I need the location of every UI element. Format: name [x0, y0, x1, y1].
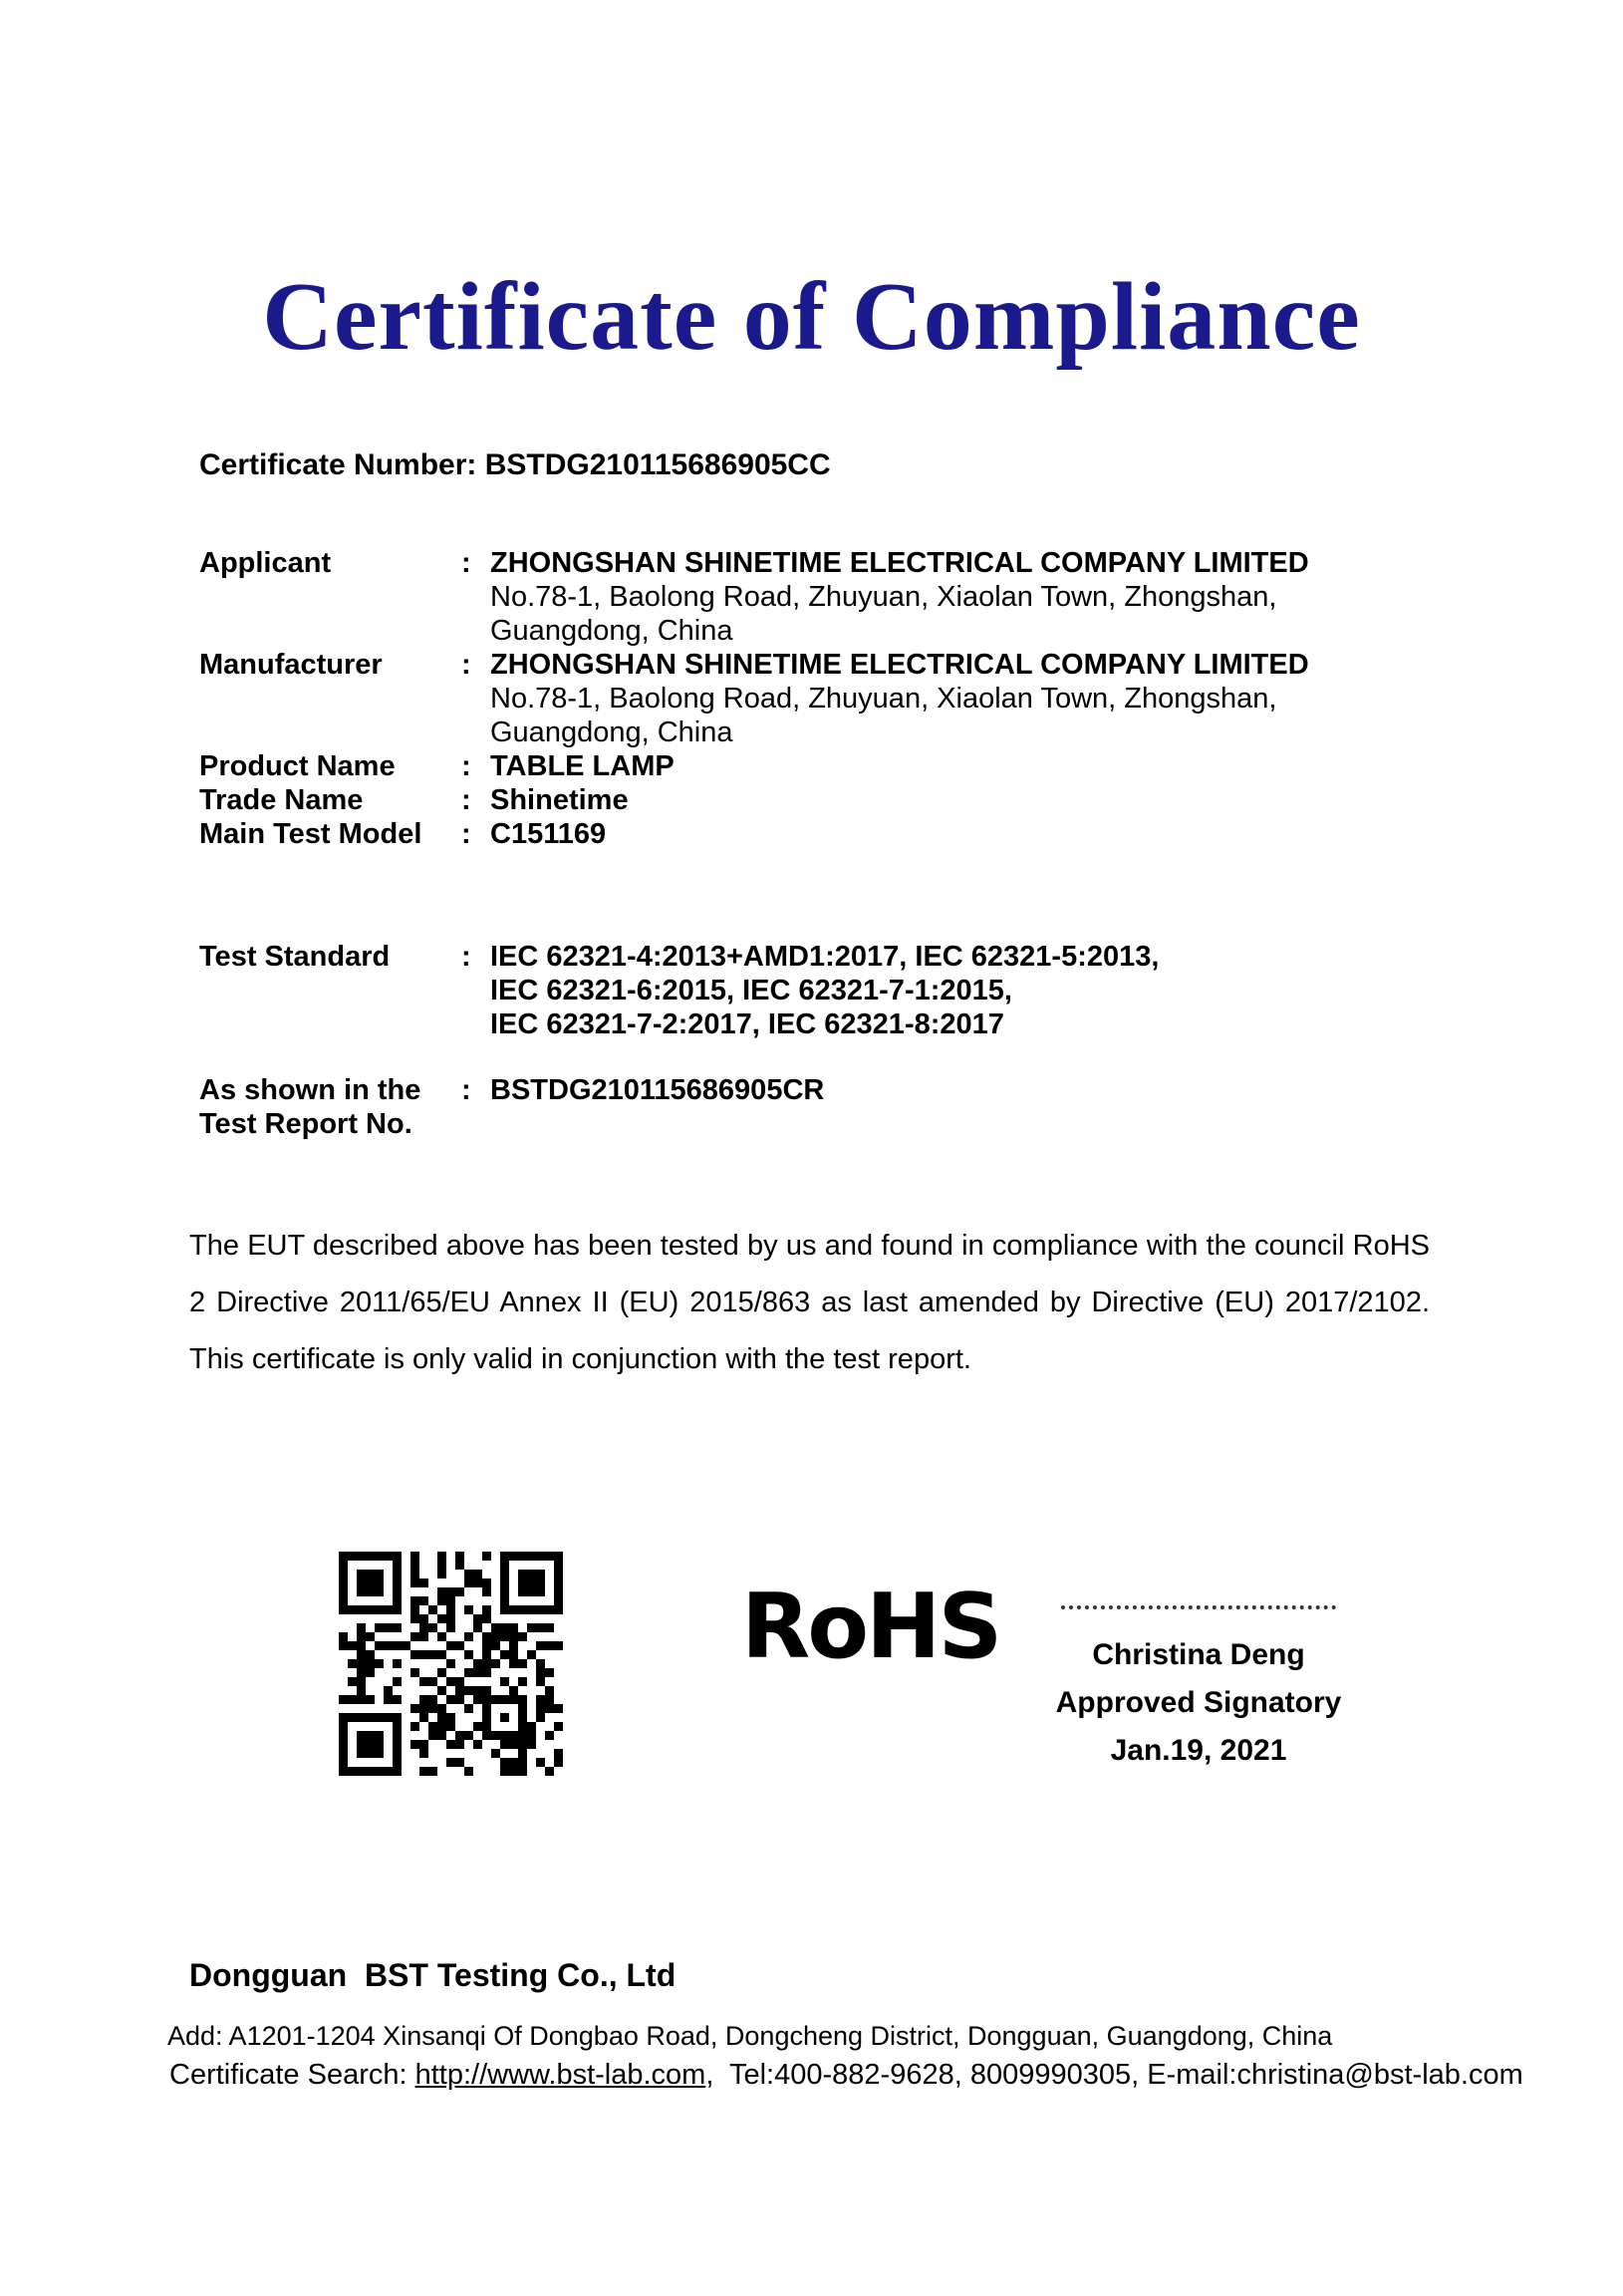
row-value — [490, 783, 1355, 817]
compliance-statement: The EUT described above has been tested by us and found in compliance with the council RoHS 2 Directive 2011/65/EU Annex II (EU) 2015/863 as last amended by Directive (EU) 2017/2102. This certificate is only valid in conjunction with the test report. — [189, 1230, 1430, 1375]
row-value — [490, 940, 1355, 1041]
info-rows — [199, 546, 1355, 1141]
row-value — [490, 648, 1355, 749]
row-colon: : — [461, 818, 471, 850]
row-colon: : — [461, 547, 471, 579]
row-label: Applicant — [199, 547, 332, 579]
certificate-search-label: Certificate Search: — [169, 2059, 415, 2091]
qr-code — [339, 1552, 563, 1776]
certificate-search-line — [169, 2059, 1523, 2092]
test-standard-line3: IEC 62321-7-2:2017, IEC 62321-8:2017 — [490, 1008, 1004, 1040]
certificate-search-link[interactable]: http://www.bst-lab.com — [414, 2059, 706, 2091]
row-label-line1: As shown in the — [199, 1074, 421, 1106]
applicant-name: ZHONGSHAN SHINETIME ELECTRICAL COMPANY LIMITED — [490, 547, 1309, 579]
manufacturer-name: ZHONGSHAN SHINETIME ELECTRICAL COMPANY LIMITED — [490, 649, 1309, 681]
main-test-model-value: C151169 — [490, 818, 607, 850]
info-row-test-standard — [199, 940, 1355, 1041]
test-standard-line2: IEC 62321-6:2015, IEC 62321-7-1:2015, — [490, 975, 1012, 1006]
applicant-address-line2: Guangdong, China — [490, 615, 733, 647]
applicant-address-line1: No.78-1, Baolong Road, Zhuyuan, Xiaolan Town, Zhongshan, — [490, 581, 1277, 613]
manufacturer-address-line2: Guangdong, China — [490, 717, 733, 748]
row-colon: : — [461, 784, 471, 816]
rohs-logo: RoHS — [741, 1575, 1000, 1679]
test-report-number: BSTDG210115686905CR — [490, 1074, 825, 1106]
certificate-number-line — [199, 448, 831, 482]
row-value — [490, 817, 1355, 851]
trade-name-value: Shinetime — [490, 784, 629, 816]
row-label: Product Name — [199, 750, 396, 782]
signatory-role: Approved Signatory — [1055, 1686, 1342, 1719]
info-row-trade-name — [199, 783, 1355, 817]
signature-dotted-line — [1061, 1605, 1336, 1609]
row-value — [490, 546, 1355, 648]
certificate-number-label: Certificate Number: — [199, 448, 477, 481]
row-label: Manufacturer — [199, 649, 383, 681]
info-row-applicant — [199, 546, 1355, 648]
signatory-name: Christina Deng — [1092, 1638, 1305, 1671]
row-label: Main Test Model — [199, 818, 422, 850]
row-colon: : — [461, 649, 471, 681]
signature-date: Jan.19, 2021 — [1110, 1734, 1287, 1767]
row-label-line2: Test Report No. — [199, 1108, 412, 1140]
row-colon: : — [461, 1074, 471, 1106]
row-label — [199, 1073, 461, 1141]
contact-info: , Tel:400-882-9628, 8009990305, E-mail:christina@bst-lab.com — [705, 2059, 1523, 2091]
lab-address: Add: A1201-1204 Xinsanqi Of Dongbao Road, Dongcheng District, Dongguan, Guangdong, China — [167, 2021, 1333, 2051]
info-row-product-name — [199, 749, 1355, 783]
test-standard-line1: IEC 62321-4:2013+AMD1:2017, IEC 62321-5:2013, — [490, 941, 1160, 973]
signature-block — [1019, 1605, 1378, 1769]
info-row-manufacturer — [199, 648, 1355, 749]
row-value — [490, 749, 1355, 783]
info-row-main-test-model — [199, 817, 1355, 851]
row-label: Trade Name — [199, 784, 364, 816]
product-name-value: TABLE LAMP — [490, 750, 675, 782]
page-title: Certificate of Compliance — [262, 263, 1361, 371]
certificate-number-value: BSTDG210115686905CC — [484, 448, 831, 481]
row-value — [490, 1073, 1355, 1107]
row-colon: : — [461, 750, 471, 782]
manufacturer-address-line1: No.78-1, Baolong Road, Zhuyuan, Xiaolan Town, Zhongshan, — [490, 683, 1277, 715]
row-colon: : — [461, 941, 471, 973]
lab-company-name: Dongguan BST Testing Co., Ltd — [189, 1957, 676, 1993]
info-row-test-report — [199, 1073, 1355, 1141]
row-label: Test Standard — [199, 941, 391, 973]
